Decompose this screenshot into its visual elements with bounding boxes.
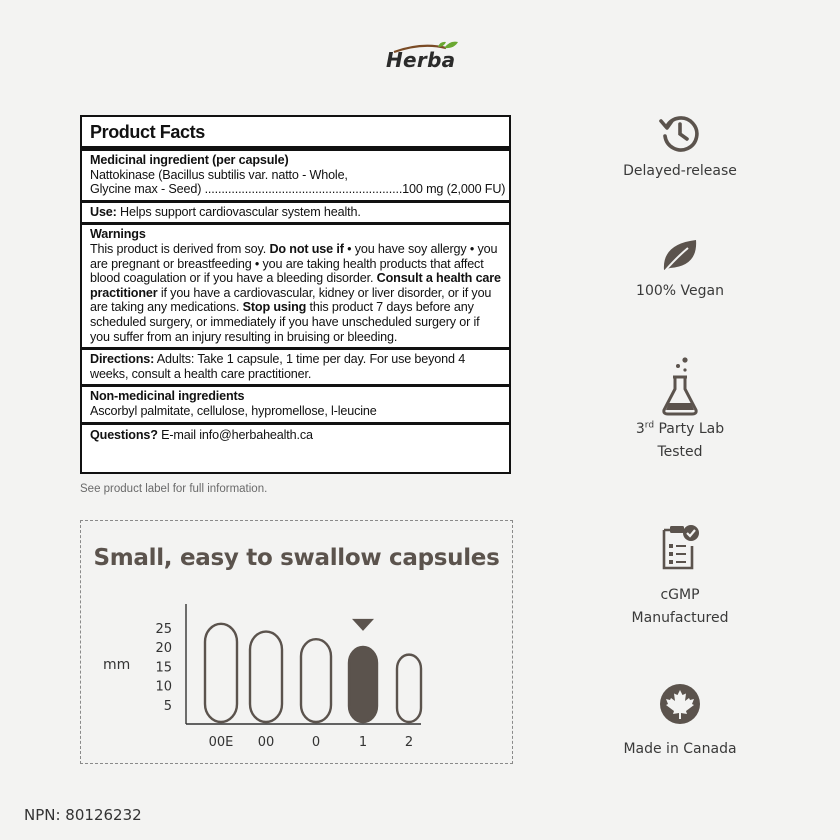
delayed-release-icon — [658, 112, 702, 156]
capsule-bar-2 — [397, 655, 421, 722]
y-tick-label: 15 — [155, 660, 172, 676]
medicinal-dose: 100 mg (2,000 FU) — [402, 182, 506, 197]
nonmedicinal-section — [82, 387, 509, 424]
feature-label-line2: Manufactured — [631, 610, 729, 626]
brand-name: Herba — [386, 48, 456, 72]
product-facts-title: Product Facts — [82, 117, 509, 151]
y-tick-label: 5 — [163, 698, 172, 714]
warnings-stop-using: Stop using — [242, 300, 307, 315]
warnings-heading: Warnings — [90, 227, 146, 242]
capsule-bar-1 — [349, 647, 377, 722]
capsule-size-chart — [81, 521, 514, 765]
y-tick-label: 10 — [155, 679, 172, 695]
capsule-size-panel — [80, 520, 513, 764]
medicinal-section — [82, 151, 509, 203]
use-label: Use: — [90, 204, 117, 219]
highlight-marker-icon — [352, 619, 374, 631]
feature-label-rest: Party Lab — [654, 421, 725, 437]
use-section — [82, 203, 509, 226]
questions-section — [82, 425, 509, 446]
feature-vegan — [600, 236, 760, 303]
directions-label: Directions: — [90, 352, 155, 367]
x-tick-label: 2 — [404, 735, 414, 750]
x-tick-label: 00E — [208, 735, 234, 750]
medicinal-line1: Nattokinase (Bacillus subtilis var. natto - Whole, — [90, 167, 348, 182]
x-tick-label: 1 — [358, 735, 368, 750]
maple-leaf-icon — [658, 682, 702, 726]
feature-delayed-release — [600, 112, 760, 183]
brand-logo — [382, 38, 462, 74]
medicinal-dose-row — [90, 182, 506, 197]
product-facts-panel — [80, 115, 511, 474]
feature-label: Delayed-release — [623, 163, 737, 179]
warnings-text-4: this product 7 days before any scheduled surgery, or immediately if you have unscheduled surgery or if you suffer from an injury resulting in bruising or bleeding. — [90, 300, 480, 344]
x-tick-label: 00 — [257, 735, 275, 750]
feature-canada — [600, 682, 760, 761]
use-text: Helps support cardiovascular system health. — [116, 204, 361, 219]
directions-section — [82, 350, 509, 387]
warnings-consult: Consult a health care practitioner — [90, 271, 501, 300]
feature-label: 100% Vegan — [636, 283, 724, 299]
feature-label — [600, 418, 760, 441]
feature-label: Made in Canada — [623, 741, 737, 757]
leaf-icon — [658, 236, 702, 276]
medicinal-line2: Glycine max - Seed) ........................................................... — [90, 182, 403, 197]
warnings-text-3: if you have a cardiovascular, kidney or liver disorder, or if you are taking any medications. — [90, 285, 492, 315]
capsule-bar-0 — [301, 639, 331, 722]
feature-label-number: 3 — [635, 421, 645, 437]
medicinal-heading: Medicinal ingredient (per capsule) — [90, 153, 289, 167]
warnings-text — [90, 242, 501, 344]
questions-text: E-mail info@herbahealth.ca — [157, 427, 313, 442]
feature-label: cGMP — [660, 587, 700, 603]
nonmedicinal-text: Ascorbyl palmitate, cellulose, hypromellose, l-leucine — [90, 403, 377, 418]
warnings-section — [82, 225, 509, 350]
nonmedicinal-heading: Non-medicinal ingredients — [90, 389, 245, 404]
label-note: See product label for full information. — [80, 483, 268, 495]
flask-icon — [658, 356, 702, 418]
unit-label: mm — [103, 657, 131, 673]
feature-label-line2: Tested — [657, 444, 703, 460]
y-tick-label: 20 — [155, 641, 172, 656]
capsule-bar-00E — [205, 624, 237, 722]
warnings-text-1: This product is derived from soy. — [90, 241, 270, 256]
warnings-do-not-use: Do not use if — [269, 241, 344, 256]
feature-lab-tested — [600, 356, 760, 464]
capsule-bar-00 — [250, 632, 282, 722]
capsule-headline: Small, easy to swallow capsules — [93, 545, 500, 571]
directions-text: Adults: Take 1 capsule, 1 time per day. For use beyond 4 weeks, consult a health care practitioner. — [90, 352, 466, 381]
x-tick-label: 0 — [311, 735, 321, 750]
y-tick-label: 25 — [155, 621, 172, 637]
feature-label-sup: rd — [644, 420, 655, 431]
warnings-text-2: • you have soy allergy • you are pregnant or breastfeeding • you are taking health products that affect blood coagulation or if you have a bleeding disorder. — [90, 241, 498, 286]
npn-number: NPN: 80126232 — [24, 806, 142, 824]
feature-cgmp — [600, 524, 760, 630]
questions-label: Questions? — [90, 427, 158, 442]
checklist-icon — [658, 524, 702, 572]
